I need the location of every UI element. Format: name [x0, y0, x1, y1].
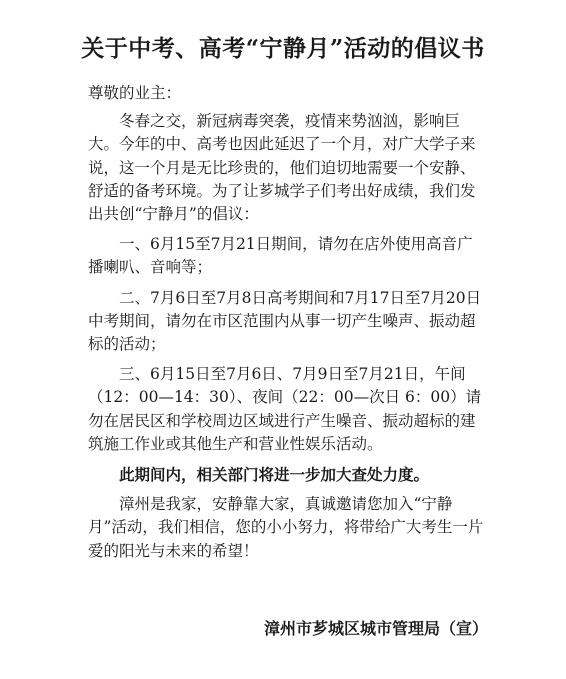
- signature: 漳州市芗城区城市管理局（宣）: [263, 619, 488, 638]
- proposal-item-2: 二、7月6日至7月8日高考期间和7月17日至7月20日中考期间，请勿在市区范围内从事一切产生噪声、振动超标的活动；: [88, 288, 482, 354]
- emphasis-statement: 此期间内，相关部门将进一步加大查处力度。: [119, 465, 430, 485]
- intro-paragraph: 冬春之交，新冠病毒突袭，疫情来势汹汹，影响巨大。今年的中、高考也因此延迟了一个月，对广大学子来说，这一个月是无比珍贵的，他们迫切地需要一个安静、舒适的备考环境。为了让芗城学子们考出好成绩，我们发出共创“宁静月”的倡议：: [88, 112, 476, 224]
- closing-paragraph: 漳州是我家，安静靠大家，真诚邀请您加入“宁静月”活动，我们相信，您的小小努力，将带给广大考生一片爱的阳光与未来的希望！: [88, 495, 484, 560]
- proposal-item-3: 三、6月15日至7月6日、7月9日至7月21日，午间（12：00—14：30）、夜间（22：00—次日 6：00）请勿在居民区和学校周边区域进行产生噪音、振动超标的建筑施工作业或其他生产和营业性娱乐活动。: [88, 365, 482, 453]
- document-body: [88, 82, 488, 563]
- document-title: 关于中考、高考“宁静月”活动的倡议书: [81, 35, 485, 62]
- greeting: 尊敬的业主：: [88, 84, 182, 102]
- proposal-item-1: 一、6月15至7月21日期间，请勿在店外使用高音广播喇叭、音响等；: [88, 235, 473, 277]
